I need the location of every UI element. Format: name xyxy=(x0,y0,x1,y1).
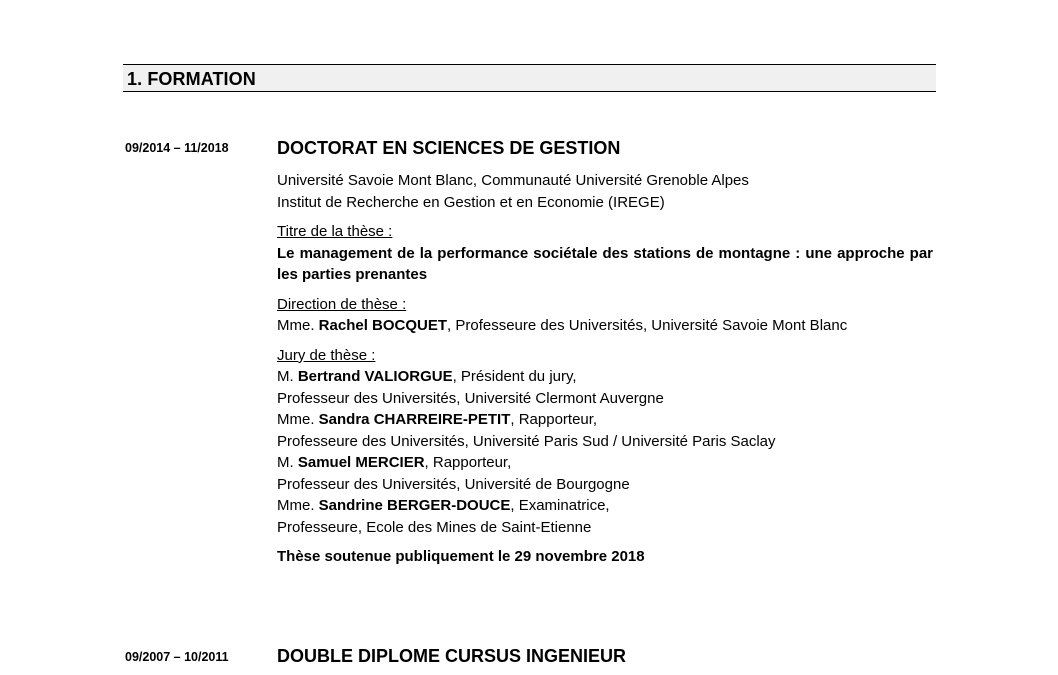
jury-role: , Examinatrice, xyxy=(510,497,610,514)
degree-title: DOUBLE DIPLOME CURSUS INGENIEUR xyxy=(277,646,627,666)
direction-label: Direction de thèse : xyxy=(277,295,407,313)
jury-role: , Rapporteur, xyxy=(424,454,512,471)
jury-name: Sandrine BERGER-DOUCE xyxy=(318,497,511,514)
director-name: Rachel BOCQUET xyxy=(318,317,448,334)
defense-statement: Thèse soutenue publiquement le 29 novembre 2018 xyxy=(277,548,645,565)
thesis-title-label: Titre de la thèse : xyxy=(277,223,393,240)
jury-member-line xyxy=(277,495,933,517)
jury-prefix: Mme. xyxy=(277,411,315,428)
degree-title: DOCTORAT EN SCIENCES DE GESTION xyxy=(277,138,621,158)
director-line xyxy=(277,315,933,337)
jury-member-line xyxy=(277,366,933,388)
jury-label: Jury de thèse : xyxy=(277,346,376,364)
jury-affiliation: Professeure, Ecole des Mines de Saint-Etienne xyxy=(277,518,592,536)
entry-dates: 09/2014 – 11/2018 xyxy=(125,141,229,155)
jury-affiliation: Professeure des Universités, Université Paris Sud / Université Paris Saclay xyxy=(277,432,776,450)
thesis-title: Le management de la performance sociétale des stations de montagne : une approche par les parties prenantes xyxy=(277,244,933,283)
jury-member-line xyxy=(277,452,933,474)
jury-name: Samuel MERCIER xyxy=(297,454,425,471)
jury-prefix: M. xyxy=(277,368,294,385)
jury-affiliation: Professeur des Universités, Université Clermont Auvergne xyxy=(277,389,664,407)
section-title: 1. FORMATION xyxy=(127,69,256,89)
jury-role: , Président du jury, xyxy=(452,368,577,385)
section-header xyxy=(123,64,936,92)
jury-prefix: M. xyxy=(277,454,294,471)
institution-line: Institut de Recherche en Gestion et en Economie (IREGE) xyxy=(277,193,665,211)
jury-affiliation: Professeur des Universités, Université de Bourgogne xyxy=(277,475,630,493)
jury-role: , Rapporteur, xyxy=(510,411,598,428)
jury-prefix: Mme. xyxy=(277,497,315,514)
entry-details xyxy=(277,170,933,568)
jury-member-line xyxy=(277,409,933,431)
jury-name: Bertrand VALIORGUE xyxy=(297,368,453,385)
director-details: , Professeure des Universités, Université Savoie Mont Blanc xyxy=(447,317,848,334)
jury-name: Sandra CHARREIRE-PETIT xyxy=(318,411,511,428)
entry-dates: 09/2007 – 10/2011 xyxy=(125,650,229,664)
institution-line: Université Savoie Mont Blanc, Communauté Université Grenoble Alpes xyxy=(277,172,749,189)
director-prefix: Mme. xyxy=(277,317,315,334)
